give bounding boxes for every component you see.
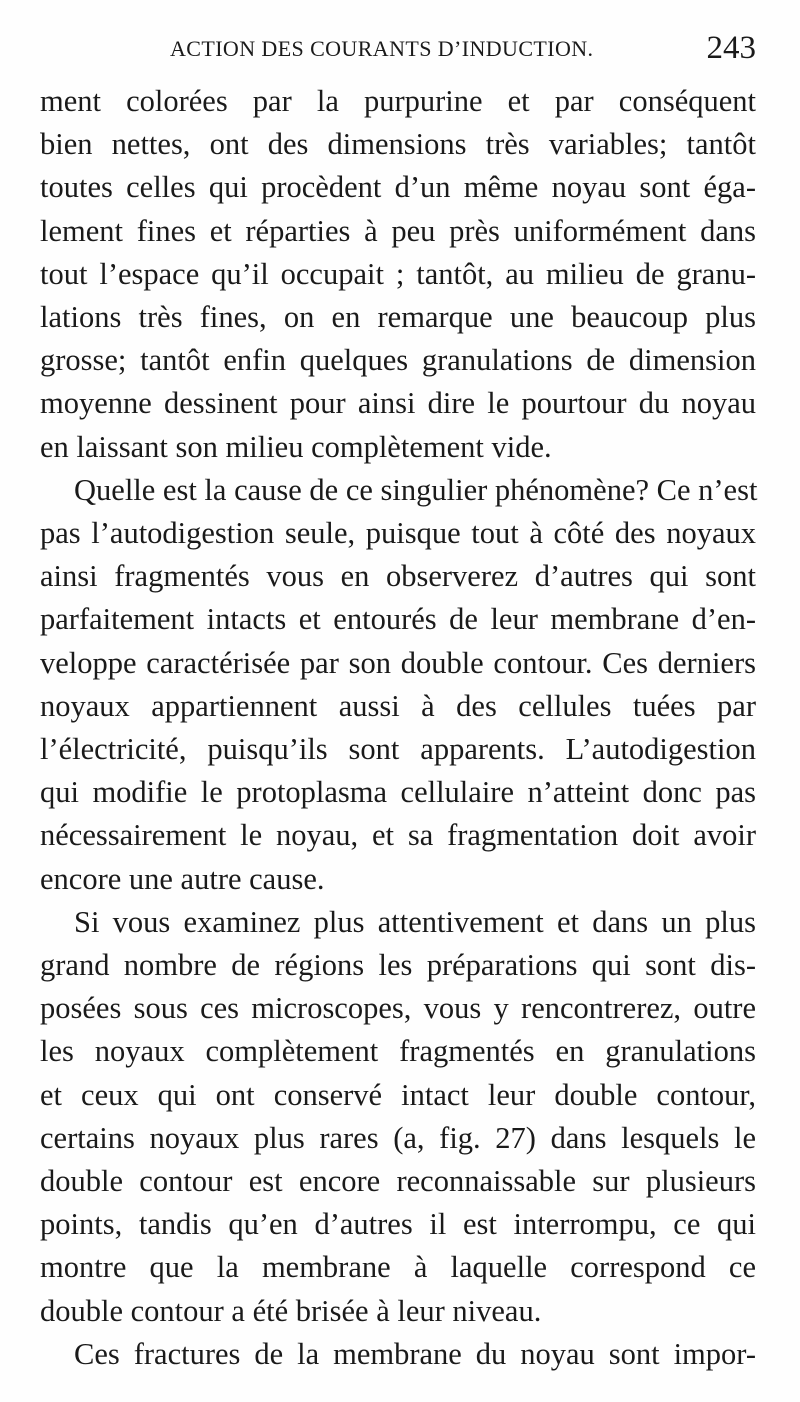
body-text xyxy=(40,80,756,1376)
text-line: lement fines et réparties à peu près uniformément dans xyxy=(40,213,756,248)
text-line: Ces fractures de la membrane du noyau sont impor- xyxy=(74,1336,756,1371)
text-line: double contour a été brisée à leur niveau. xyxy=(40,1293,542,1328)
text-line: parfaitement intacts et entourés de leur membrane d’en- xyxy=(40,602,756,637)
text-line: montre que la membrane à laquelle correspond ce xyxy=(40,1250,756,1285)
text-line: en laissant son milieu complètement vide. xyxy=(40,429,552,464)
text-line: grand nombre de régions les préparations qui sont dis- xyxy=(40,948,756,983)
text-line: encore une autre cause. xyxy=(40,861,325,896)
text-line: nécessairement le noyau, et sa fragmentation doit avoir xyxy=(40,818,756,853)
text-line: ment colorées par la purpurine et par conséquent xyxy=(40,84,756,118)
text-line: double contour est encore reconnaissable sur plusieurs xyxy=(40,1164,756,1199)
text-line: noyaux appartiennent aussi à des cellules tuées par xyxy=(40,688,756,723)
text-line: tout l’espace qu’il occupait ; tantôt, au milieu de granu- xyxy=(40,256,756,291)
text-line: qui modifie le protoplasma cellulaire n’atteint donc pas xyxy=(40,775,756,810)
text-line: pas l’autodigestion seule, puisque tout à côté des noyaux xyxy=(40,516,756,551)
text-line: toutes celles qui procèdent d’un même noyau sont éga- xyxy=(40,170,756,205)
text-line: ainsi fragmentés vous en observerez d’autres qui sont xyxy=(40,559,756,594)
page-number: 243 xyxy=(706,30,756,66)
text-line: Quelle est la cause de ce singulier phénomène? Ce n’est xyxy=(74,472,758,507)
text-line: bien nettes, ont des dimensions très variables; tantôt xyxy=(40,127,756,162)
text-line: et ceux qui ont conservé intact leur double contour, xyxy=(40,1077,756,1112)
paragraph-3 xyxy=(40,901,756,1333)
running-title: ACTION DES COURANTS D’INDUCTION. xyxy=(170,36,594,61)
paragraph-2 xyxy=(40,469,756,901)
paragraph-1 xyxy=(40,80,756,469)
text-line: les noyaux complètement fragmentés en granulations xyxy=(40,1034,756,1069)
text-line: grosse; tantôt enfin quelques granulations de dimension xyxy=(40,343,756,378)
text-line: veloppe caractérisée par son double contour. Ces derniers xyxy=(40,645,756,680)
text-line: Si vous examinez plus attentivement et dans un plus xyxy=(74,904,756,939)
page-header xyxy=(40,30,756,70)
text-line: posées sous ces microscopes, vous y rencontrerez, outre xyxy=(40,991,756,1026)
text-line: l’électricité, puisqu’ils sont apparents. L’autodigestion xyxy=(40,732,756,767)
text-line: lations très fines, on en remarque une beaucoup plus xyxy=(40,300,756,335)
text-line: moyenne dessinent pour ainsi dire le pourtour du noyau xyxy=(40,386,756,421)
paragraph-4 xyxy=(40,1333,756,1376)
text-line: points, tandis qu’en d’autres il est interrompu, ce qui xyxy=(40,1207,756,1242)
text-line: certains noyaux plus rares (a, fig. 27) dans lesquels le xyxy=(40,1120,756,1155)
